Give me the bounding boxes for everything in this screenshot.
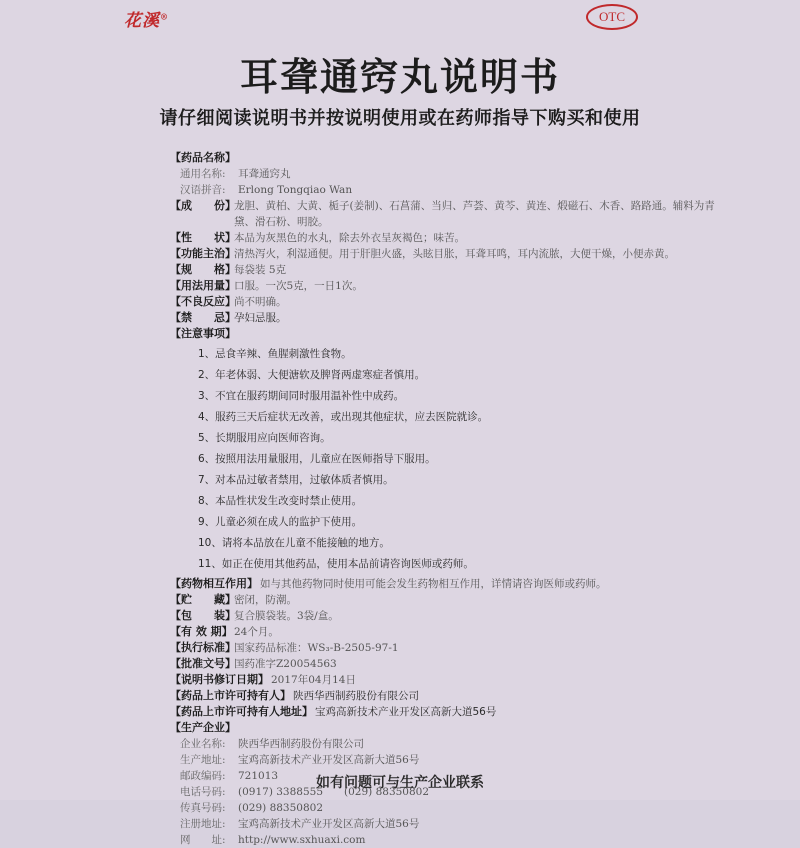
adverse-value: 尚不明确。 (234, 296, 287, 308)
dosage-label: 【用法用量】 (170, 279, 236, 292)
precaution-item: 1、忌食辛辣、鱼腥刺激性食物。 (198, 348, 352, 360)
production-address-value: 宝鸡高新技术产业开发区高新大道56号 (238, 754, 420, 766)
holder-row (170, 688, 730, 704)
manufacturer-row (170, 752, 730, 768)
contraindications-row (170, 310, 730, 326)
contraindications-value: 孕妇忌服。 (234, 312, 287, 324)
approval-row (170, 656, 730, 672)
spec-value: 每袋装 5克 (234, 264, 287, 276)
dosage-row (170, 278, 730, 294)
manufacturer-field-label: 生产地址: (180, 754, 226, 766)
ingredients-value: 龙胆、黄柏、大黄、栀子(姜制)、石菖蒲、当归、芦荟、黄芩、黄连、煅磁石、木香、路路通。辅料为青黛、滑石粉、明胶。 (234, 200, 715, 228)
storage-value: 密闭，防潮。 (234, 594, 297, 606)
adverse-label: 【不良反应】 (170, 295, 236, 308)
interactions-label: 【药物相互作用】 (170, 577, 258, 590)
pinyin-row (170, 182, 730, 198)
packaging-label: 【包 装】 (170, 609, 236, 622)
manufacturer-field-label: 企业名称: (180, 738, 226, 750)
indications-row (170, 246, 730, 262)
precaution-item: 10、请将本品放在儿童不能接触的地方。 (198, 537, 390, 549)
drug-name-label: 【药品名称】 (170, 151, 236, 164)
pinyin-label: 汉语拼音: (180, 184, 226, 196)
storage-label: 【贮 藏】 (170, 593, 236, 606)
holder-address-value: 宝鸡高新技术产业开发区高新大道56号 (315, 706, 497, 718)
standard-value: 国家药品标准：WS₃-B-2505-97-1 (234, 642, 399, 654)
interactions-value: 如与其他药物同时使用可能会发生药物相互作用，详情请咨询医师或药师。 (260, 578, 607, 590)
storage-row (170, 592, 730, 608)
interactions-row (170, 576, 730, 592)
manufacturer-field-label: 电话号码: (180, 786, 226, 798)
ingredients-row (170, 198, 730, 230)
pinyin-value: Erlong Tongqiao Wan (238, 184, 353, 196)
manufacturer-row (170, 736, 730, 752)
manufacturer-field-label: 网 址: (180, 834, 226, 846)
adverse-row (170, 294, 730, 310)
manufacturer-field-label: 注册地址: (180, 818, 226, 830)
manufacturer-row (170, 816, 730, 832)
ingredients-label: 【成 份】 (170, 199, 236, 212)
manufacturer-row (170, 832, 730, 848)
manufacturer-row (170, 800, 730, 816)
revision-row (170, 672, 730, 688)
precautions-list (170, 344, 730, 575)
manufacturer-field-label: 传真号码: (180, 802, 226, 814)
leaflet-body (170, 150, 730, 848)
validity-label: 【有 效 期】 (170, 625, 233, 638)
otc-badge: OTC (586, 4, 638, 30)
contact-note: 如有问题可与生产企业联系 (316, 775, 484, 791)
appearance-label: 【性 状】 (170, 231, 236, 244)
spec-label: 【规 格】 (170, 263, 236, 276)
appearance-value: 本品为灰黑色的水丸，除去外衣呈灰褐色；味苦。 (234, 232, 465, 244)
manufacturer-heading (170, 720, 730, 736)
company-name-value: 陕西华西制药股份有限公司 (238, 738, 364, 750)
precaution-item: 5、长期服用应向医师咨询。 (198, 432, 331, 444)
revision-label: 【说明书修订日期】 (170, 673, 269, 686)
appearance-row (170, 230, 730, 246)
fax-value: (029) 88350802 (238, 802, 324, 814)
approval-value: 国药准字Z20054563 (234, 658, 337, 670)
holder-address-row (170, 704, 730, 720)
website-value: http://www.sxhuaxi.com (238, 834, 366, 846)
registered-mark: ® (160, 11, 169, 22)
phone-value: (0917) 3388555 (029) 88350802 (238, 786, 430, 798)
page-title: 耳聋通窍丸说明书 (239, 54, 560, 99)
precaution-item: 6、按照用法用量服用，儿童应在医师指导下服用。 (198, 453, 436, 465)
manufacturer-label: 【生产企业】 (170, 721, 236, 734)
validity-row (170, 624, 730, 640)
brand-text: 花溪 (124, 11, 160, 31)
precautions-heading (170, 326, 730, 342)
approval-label: 【批准文号】 (170, 657, 236, 670)
revision-value: 2017年04月14日 (271, 674, 356, 686)
dosage-value: 口服。一次5克，一日1次。 (234, 280, 363, 292)
precaution-item: 7、对本品过敏者禁用，过敏体质者慎用。 (198, 474, 394, 486)
precaution-item: 2、年老体弱、大便溏软及脾肾两虚寒症者慎用。 (198, 369, 426, 381)
manufacturer-field-label: 邮政编码: (180, 770, 226, 782)
common-name-row (170, 166, 730, 182)
packaging-row (170, 608, 730, 624)
precaution-item: 9、儿童必须在成人的监护下使用。 (198, 516, 363, 528)
holder-value: 陕西华西制药股份有限公司 (293, 690, 419, 702)
standard-row (170, 640, 730, 656)
precaution-item: 4、服药三天后症状无改善，或出现其他症状，应去医院就诊。 (198, 411, 489, 423)
common-name-value: 耳聋通窍丸 (238, 168, 291, 180)
page-subtitle: 请仔细阅读说明书并按说明使用或在药师指导下购买和使用 (159, 108, 641, 129)
holder-address-label: 【药品上市许可持有人地址】 (170, 705, 313, 718)
contraindications-label: 【禁 忌】 (170, 311, 236, 324)
registered-address-value: 宝鸡高新技术产业开发区高新大道56号 (238, 818, 420, 830)
precaution-item: 3、不宜在服药期间同时服用温补性中成药。 (198, 390, 405, 402)
brand-logo (124, 6, 169, 31)
precaution-item: 8、本品性状发生改变时禁止使用。 (198, 495, 363, 507)
precautions-label: 【注意事项】 (170, 327, 236, 340)
packaging-value: 复合膜袋装。3袋/盒。 (234, 610, 339, 622)
drug-name-heading (170, 150, 730, 166)
indications-label: 【功能主治】 (170, 247, 236, 260)
holder-label: 【药品上市许可持有人】 (170, 689, 291, 702)
validity-value: 24个月。 (234, 626, 279, 638)
postal-code-value: 721013 (238, 770, 279, 782)
precaution-item: 11、如正在使用其他药品，使用本品前请咨询医师或药师。 (198, 558, 474, 570)
indications-value: 清热泻火，利湿通便。用于肝胆火盛，头眩目胀，耳聋耳鸣，耳内流脓，大便干燥，小便赤黄。 (234, 248, 675, 260)
spec-row (170, 262, 730, 278)
common-name-label: 通用名称: (180, 168, 226, 180)
standard-label: 【执行标准】 (170, 641, 236, 654)
